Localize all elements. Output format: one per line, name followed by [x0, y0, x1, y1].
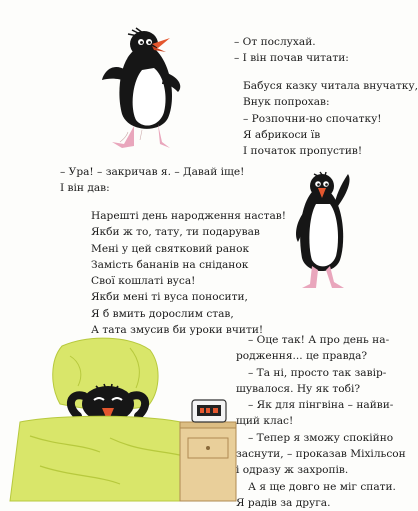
text-line: – Тепер я зможу спокійно — [248, 431, 394, 444]
penguin-feet — [302, 266, 318, 288]
poem-line: Мені у цей святковий ранок — [91, 242, 250, 255]
poem-line: – Розпочни-но спочатку! — [243, 112, 382, 125]
poem-line: Якби мені ті вуса поносити, — [91, 291, 248, 304]
poem-line: Нарешті день народження настав! — [91, 210, 287, 222]
penguin-waving-illustration — [290, 166, 360, 294]
text-line: Я радів за друга. — [236, 496, 331, 509]
poem-line: Замість бананів на сніданок — [91, 258, 249, 271]
nightstand — [180, 424, 236, 501]
poem-birthday — [91, 208, 286, 338]
dialogue-middle — [60, 164, 244, 197]
text-line: А я ще довго не міг спати. — [248, 480, 396, 493]
text-line: – І він почав читати: — [234, 52, 349, 65]
penguin-belly — [309, 204, 338, 266]
text-line: шувалося. Ну як тобі? — [236, 382, 361, 395]
penguin-flipper — [334, 174, 350, 206]
penguin-in-bed-illustration — [0, 326, 236, 501]
text-line: щий клас! — [236, 415, 294, 428]
dialogue-top — [234, 34, 349, 67]
text-line: – От послухай. — [234, 36, 316, 48]
text-line: заснути, – проказав Міхільсон — [236, 448, 406, 461]
text-line: – Як для пінгвіна – найви- — [248, 399, 394, 412]
poem-grandma — [243, 78, 418, 159]
penguin-reading-illustration — [98, 22, 208, 154]
poem-line: Внук попрохав: — [243, 96, 330, 109]
text-line: – Оце так! А про день на- — [248, 334, 390, 346]
poem-line: А тата змусив би уроки вчити! — [91, 324, 264, 337]
poem-line: Бабуся казку читала внучатку, — [243, 80, 418, 92]
text-line: І він дав: — [60, 182, 110, 195]
poem-line: Якби ж то, тату, ти подарував — [91, 226, 260, 239]
poem-line: Я б вмить дорослим став, — [91, 307, 234, 320]
blanket — [10, 416, 200, 501]
dialogue-bottom — [236, 332, 406, 511]
text-line: – Та ні, просто так завір- — [248, 366, 387, 379]
poem-line: Я абрикоси їв — [243, 128, 321, 141]
penguin-feet — [112, 126, 134, 148]
text-line: – Ура! – закричав я. – Давай іще! — [60, 166, 245, 178]
poem-line: І початок пропустив! — [243, 145, 363, 158]
poem-line: Свої кошлаті вуса! — [91, 275, 196, 288]
text-line: родження... це правда? — [236, 350, 368, 363]
text-line: і одразу ж захропів. — [236, 464, 349, 477]
